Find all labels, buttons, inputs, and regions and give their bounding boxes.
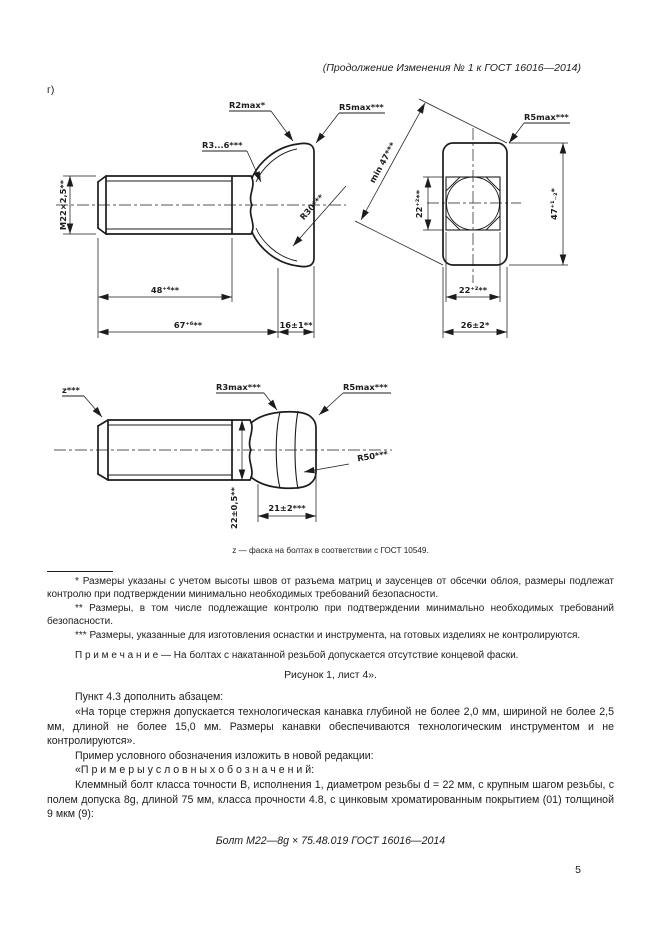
para-examples-heading: «П р и м е р ы у с л о в н ы х о б о з н а ч е н и й: — [75, 764, 315, 777]
dim-16: 16±1** — [279, 320, 313, 330]
label-r30: R30*** — [297, 192, 326, 222]
label-r50: R50*** — [356, 448, 389, 464]
para-example-intro: Пример условного обозначения изложить в новой редакции: — [75, 749, 374, 762]
dim-thread: М22×2,5** — [58, 179, 68, 231]
label-r3-6: R3...6*** — [202, 140, 243, 150]
label-z: z*** — [62, 385, 80, 395]
para-groove: «На торце стержня допускается технологическая канавка глубиной не более 2,0 мм, шириной не более 2,5 мм, длиной не более 15,0 мм. Размеры канавки обеспечиваются технологическим инструментом и не контролируются». — [47, 705, 614, 748]
figure-caption: Рисунок 1, лист 4». — [284, 670, 377, 682]
para-klemmny-bolt: Клеммный болт класса точности В, исполнения 1, диаметром резьбы d = 22 мм, с крупным шагом резьбы, с полем допуска 8g, длиной 75 мм, класса прочности 4.8, с цинковым хроматированным покрытием (01) толщиной 9 мкм (9): — [47, 779, 614, 821]
dim-min47: min 47*** — [367, 140, 398, 185]
bolt2-dimension-lines — [62, 393, 391, 522]
label-r3max: R3max*** — [216, 382, 261, 392]
dim-dia-22: 22±0,5** — [229, 487, 239, 529]
dim-47: 47⁺¹₋₂* — [549, 188, 559, 220]
para-punkt-4-3: Пункт 4.3 дополнить абзацем: — [75, 691, 224, 704]
page-number: 5 — [575, 864, 581, 876]
footnote-3: *** Размеры, указанные для изготовления оснастки и инструмента, на готовых изделиях не контролируются. — [75, 629, 581, 641]
footnote-1: * Размеры указаны с учетом высоты швов от разъема матриц и заусенцев от обсечки облоя, размеры подлежат контролю при подтверждении минимально необходимых требований безопасности. — [47, 576, 614, 601]
continuation-header: (Продолжение Изменения № 1 к ГОСТ 16016—2014) — [322, 62, 581, 74]
footnote-rule — [47, 571, 113, 572]
label-r5max-side: R5max*** — [339, 102, 384, 112]
dim-22-vert: 22⁺²** — [414, 189, 424, 219]
dim-48: 48⁺⁴** — [150, 285, 180, 295]
bolt-designation: Болт М22—8g × 75.48.019 ГОСТ 16016—2014 — [215, 834, 446, 847]
variant-label: г) — [47, 84, 55, 96]
label-r5max-end: R5max*** — [524, 112, 569, 122]
figure2-bolt-drawing — [40, 375, 460, 550]
note-paragraph: П р и м е ч а н и е — На болтах с накатанной резьбой допускается отсутствие концевой фаски. — [75, 649, 519, 661]
end-view-dimension-lines — [355, 99, 570, 338]
text-block — [47, 571, 614, 847]
dim-21: 21±2*** — [268, 503, 306, 513]
square-head-end-view — [427, 128, 521, 283]
footnote-2: ** Размеры, в том числе подлежащие контролю при подтверждении минимально необходимых требований безопасности. — [47, 602, 614, 628]
label-r5max: R5max*** — [343, 382, 388, 392]
figure-z-note: z — фаска на болтах в соответствии с ГОСТ 10549. — [232, 546, 429, 555]
label-r2max: R2max* — [229, 100, 266, 110]
dim-67: 67⁺⁶** — [173, 320, 203, 330]
dim-26: 26±2* — [460, 320, 490, 330]
figure1-bolt-drawing — [40, 88, 640, 353]
dim-22-horiz: 22⁺²** — [458, 285, 488, 295]
